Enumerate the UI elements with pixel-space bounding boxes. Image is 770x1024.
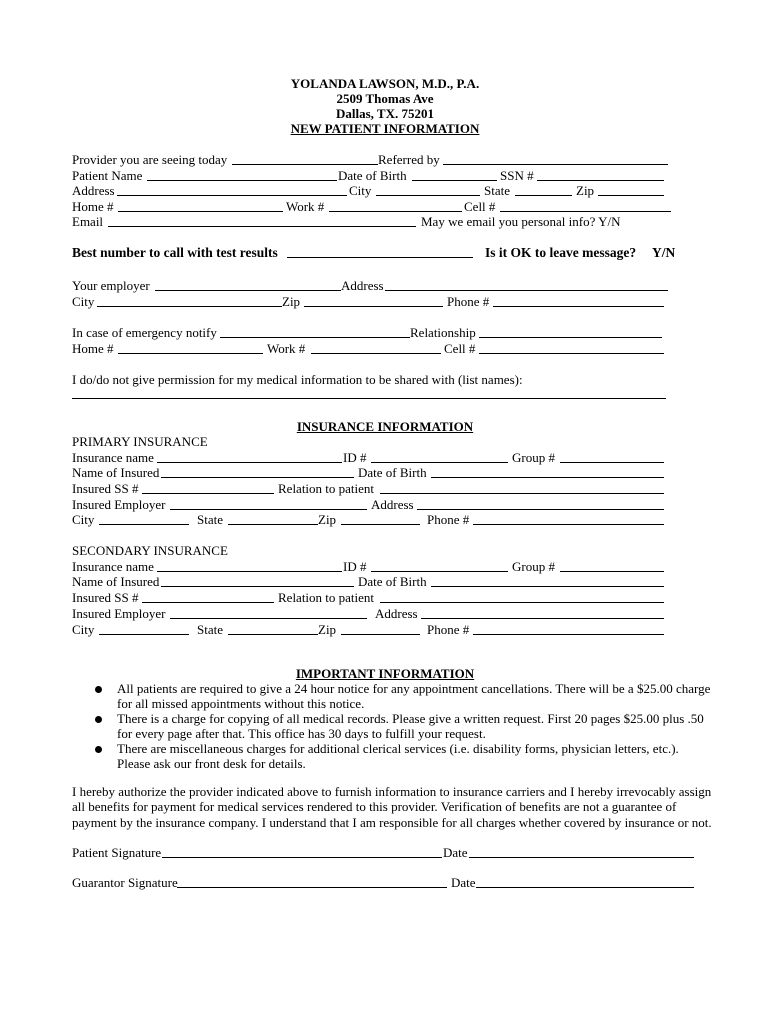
practice-city: Dallas, TX. 75201 bbox=[336, 106, 434, 121]
secondary-id-field[interactable] bbox=[371, 571, 508, 572]
patient-date-field[interactable] bbox=[469, 857, 694, 858]
authorization-line-3: payment by the insurance company. I understand that I am responsible for all charges whether covered by insurance or not. bbox=[72, 815, 712, 830]
employer-city-label: City bbox=[72, 294, 95, 309]
cell-phone-label: Cell # bbox=[464, 199, 496, 214]
secondary-state-field[interactable] bbox=[228, 634, 318, 635]
patient-name-label: Patient Name bbox=[72, 168, 143, 183]
employer-zip-label: Zip bbox=[282, 294, 301, 309]
primary-insured-dob-field[interactable] bbox=[431, 477, 664, 478]
zip-field[interactable] bbox=[598, 195, 664, 196]
guarantor-signature-label: Guarantor Signature bbox=[72, 875, 178, 890]
employer-address-field[interactable] bbox=[385, 290, 668, 291]
secondary-city-field[interactable] bbox=[99, 634, 189, 635]
guarantor-signature-field[interactable] bbox=[177, 887, 447, 888]
patient-date-label: Date bbox=[443, 845, 468, 860]
guarantor-date-field[interactable] bbox=[476, 887, 694, 888]
insurance-title: INSURANCE INFORMATION bbox=[296, 419, 474, 434]
important-item-3-line-2: Please ask our front desk for details. bbox=[117, 756, 306, 771]
permission-text: I do/do not give permission for my medical information to be shared with (list names): bbox=[72, 372, 523, 387]
bullet-icon bbox=[95, 716, 102, 723]
primary-group-field[interactable] bbox=[560, 462, 664, 463]
primary-id-label: ID # bbox=[343, 450, 367, 465]
primary-relation-label: Relation to patient bbox=[278, 481, 375, 496]
secondary-insured-name-field[interactable] bbox=[161, 586, 354, 587]
home-phone-label: Home # bbox=[72, 199, 114, 214]
city-label: City bbox=[349, 183, 372, 198]
important-item-1-line-2: for all missed appointments without this notice. bbox=[117, 696, 365, 711]
relationship-label: Relationship bbox=[410, 325, 476, 340]
patient-ssn-label: SSN # bbox=[500, 168, 534, 183]
emergency-work-label: Work # bbox=[267, 341, 306, 356]
important-item-2-line-2: for every page after that. This office has 30 days to fulfill your request. bbox=[117, 726, 486, 741]
employer-phone-field[interactable] bbox=[493, 306, 664, 307]
secondary-insured-name-label: Name of Insured bbox=[72, 574, 160, 589]
primary-insured-ss-label: Insured SS # bbox=[72, 481, 139, 496]
secondary-phone-label: Phone # bbox=[427, 622, 470, 637]
emergency-cell-field[interactable] bbox=[479, 353, 664, 354]
secondary-relation-label: Relation to patient bbox=[278, 590, 375, 605]
primary-city-label: City bbox=[72, 512, 95, 527]
state-label: State bbox=[484, 183, 510, 198]
permission-names-field[interactable] bbox=[72, 398, 666, 399]
emergency-work-field[interactable] bbox=[311, 353, 441, 354]
primary-address-label: Address bbox=[371, 497, 414, 512]
secondary-insured-dob-label: Date of Birth bbox=[358, 574, 427, 589]
primary-state-field[interactable] bbox=[228, 524, 318, 525]
primary-zip-label: Zip bbox=[318, 512, 337, 527]
email-field[interactable] bbox=[108, 226, 416, 227]
employer-address-label: Address bbox=[341, 278, 384, 293]
bullet-icon bbox=[95, 686, 102, 693]
work-phone-label: Work # bbox=[286, 199, 325, 214]
secondary-insurance-name-field[interactable] bbox=[157, 571, 342, 572]
primary-employer-field[interactable] bbox=[170, 509, 367, 510]
primary-state-label: State bbox=[197, 512, 223, 527]
employer-city-field[interactable] bbox=[97, 306, 282, 307]
primary-phone-field[interactable] bbox=[473, 524, 664, 525]
emergency-home-field[interactable] bbox=[118, 353, 263, 354]
emergency-home-label: Home # bbox=[72, 341, 114, 356]
best-number-label: Best number to call with test results bbox=[72, 245, 278, 260]
secondary-phone-field[interactable] bbox=[473, 634, 664, 635]
secondary-relation-field[interactable] bbox=[380, 602, 664, 603]
primary-insurance-title: PRIMARY INSURANCE bbox=[72, 434, 208, 449]
provider-label: Provider you are seeing today bbox=[72, 152, 228, 167]
primary-id-field[interactable] bbox=[371, 462, 508, 463]
secondary-city-label: City bbox=[72, 622, 95, 637]
primary-insured-dob-label: Date of Birth bbox=[358, 465, 427, 480]
leave-message-label: Is it OK to leave message? bbox=[485, 245, 637, 260]
email-label: Email bbox=[72, 214, 104, 229]
secondary-employer-field[interactable] bbox=[170, 618, 367, 619]
primary-insurance-name-label: Insurance name bbox=[72, 450, 154, 465]
address-label: Address bbox=[72, 183, 115, 198]
practice-name: YOLANDA LAWSON, M.D., P.A. bbox=[290, 76, 480, 91]
bullet-icon bbox=[95, 746, 102, 753]
secondary-address-field[interactable] bbox=[421, 618, 664, 619]
important-item-1-line-1: All patients are required to give a 24 hour notice for any appointment cancellations. There will be a $25.00 charge bbox=[117, 681, 711, 696]
cell-phone-field[interactable] bbox=[500, 211, 671, 212]
primary-insured-ss-field[interactable] bbox=[142, 493, 274, 494]
secondary-insurance-name-label: Insurance name bbox=[72, 559, 154, 574]
address-field[interactable] bbox=[117, 195, 347, 196]
important-item-3-line-1: There are miscellaneous charges for additional clerical services (i.e. disability forms, physician letters, etc.). bbox=[117, 741, 679, 756]
primary-group-label: Group # bbox=[512, 450, 555, 465]
secondary-zip-label: Zip bbox=[318, 622, 337, 637]
secondary-address-label: Address bbox=[375, 606, 418, 621]
patient-signature-label: Patient Signature bbox=[72, 845, 162, 860]
secondary-employer-label: Insured Employer bbox=[72, 606, 166, 621]
secondary-insured-ss-label: Insured SS # bbox=[72, 590, 139, 605]
primary-employer-label: Insured Employer bbox=[72, 497, 166, 512]
primary-city-field[interactable] bbox=[99, 524, 189, 525]
emergency-cell-label: Cell # bbox=[444, 341, 476, 356]
city-field[interactable] bbox=[376, 195, 480, 196]
practice-street: 2509 Thomas Ave bbox=[336, 91, 434, 106]
home-phone-field[interactable] bbox=[118, 211, 283, 212]
primary-phone-label: Phone # bbox=[427, 512, 470, 527]
patient-signature-field[interactable] bbox=[162, 857, 442, 858]
authorization-line-2: all benefits for payment for medical services rendered to this provider. Verification of benefits are not a guarantee of bbox=[72, 799, 677, 814]
patient-ssn-field[interactable] bbox=[537, 180, 664, 181]
referred-label: Referred by bbox=[378, 152, 440, 167]
secondary-group-label: Group # bbox=[512, 559, 555, 574]
important-item-2-line-1: There is a charge for copying of all medical records. Please give a written request. First 20 pages $25.00 plus .50 bbox=[117, 711, 704, 726]
secondary-state-label: State bbox=[197, 622, 223, 637]
secondary-zip-field[interactable] bbox=[341, 634, 420, 635]
patient-name-field[interactable] bbox=[147, 180, 337, 181]
leave-message-yn[interactable]: Y/N bbox=[652, 245, 676, 260]
state-field[interactable] bbox=[515, 195, 572, 196]
provider-field[interactable] bbox=[232, 164, 378, 165]
important-title: IMPORTANT INFORMATION bbox=[295, 666, 475, 681]
emergency-notify-label: In case of emergency notify bbox=[72, 325, 217, 340]
email-permission-label: May we email you personal info? Y/N bbox=[421, 214, 621, 229]
zip-label: Zip bbox=[576, 183, 595, 198]
patient-dob-field[interactable] bbox=[412, 180, 497, 181]
best-number-field[interactable] bbox=[287, 257, 473, 258]
emergency-notify-field[interactable] bbox=[220, 337, 410, 338]
primary-address-field[interactable] bbox=[417, 509, 664, 510]
primary-zip-field[interactable] bbox=[341, 524, 420, 525]
relationship-field[interactable] bbox=[479, 337, 662, 338]
secondary-insured-ss-field[interactable] bbox=[142, 602, 274, 603]
work-phone-field[interactable] bbox=[329, 211, 462, 212]
employer-label: Your employer bbox=[72, 278, 150, 293]
secondary-insured-dob-field[interactable] bbox=[431, 586, 664, 587]
secondary-insurance-title: SECONDARY INSURANCE bbox=[72, 543, 228, 558]
employer-phone-label: Phone # bbox=[447, 294, 490, 309]
form-title: NEW PATIENT INFORMATION bbox=[290, 121, 480, 136]
primary-insured-name-label: Name of Insured bbox=[72, 465, 160, 480]
primary-insurance-name-field[interactable] bbox=[157, 462, 342, 463]
employer-zip-field[interactable] bbox=[304, 306, 443, 307]
primary-relation-field[interactable] bbox=[380, 493, 664, 494]
guarantor-date-label: Date bbox=[451, 875, 476, 890]
secondary-id-label: ID # bbox=[343, 559, 367, 574]
authorization-line-1: I hereby authorize the provider indicated above to furnish information to insurance carriers and I hereby irrevocably assign bbox=[72, 784, 712, 799]
primary-insured-name-field[interactable] bbox=[161, 477, 354, 478]
patient-dob-label: Date of Birth bbox=[338, 168, 407, 183]
employer-field[interactable] bbox=[155, 290, 341, 291]
referred-field[interactable] bbox=[443, 164, 668, 165]
secondary-group-field[interactable] bbox=[560, 571, 664, 572]
